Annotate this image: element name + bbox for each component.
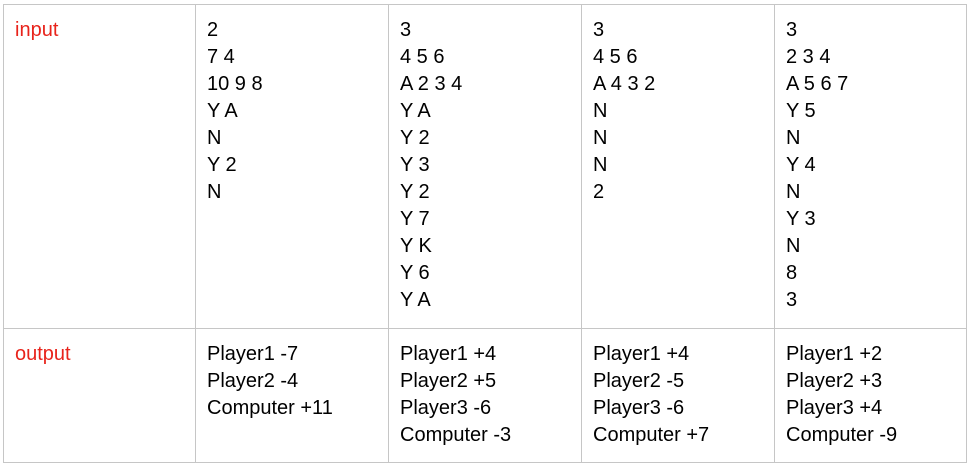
input-line: N: [786, 127, 801, 149]
output-line: Player2 +3: [786, 370, 883, 392]
input-line: A 2 3 4: [400, 73, 463, 95]
io-table: [3, 4, 967, 463]
input-line: N: [593, 100, 608, 122]
input-line: Y 3: [400, 154, 430, 176]
input-line: 3: [593, 19, 605, 41]
input-line: Y 3: [786, 208, 816, 230]
input-line: Y 7: [400, 208, 430, 230]
input-line: A 4 3 2: [593, 73, 656, 95]
input-line: Y 4: [786, 154, 816, 176]
output-line: Player3 -6: [593, 397, 685, 419]
input-line: Y 6: [400, 262, 430, 284]
input-line: Y A: [400, 100, 431, 122]
input-line: Y K: [400, 235, 432, 257]
output-line: Player3 -6: [400, 397, 492, 419]
input-line: N: [786, 235, 801, 257]
input-line: N: [786, 181, 801, 203]
output-row: [4, 329, 967, 463]
input-line: N: [207, 181, 222, 203]
output-line: Computer +11: [207, 397, 333, 419]
input-line: Y 2: [400, 127, 430, 149]
output-line: Player1 -7: [207, 343, 299, 365]
input-line: Y 2: [207, 154, 237, 176]
input-line: 4 5 6: [400, 46, 445, 68]
input-cell: [582, 5, 775, 329]
output-line: Computer -9: [786, 424, 898, 446]
input-line: A 5 6 7: [786, 73, 849, 95]
input-line: N: [593, 154, 608, 176]
output-line: Player2 -5: [593, 370, 685, 392]
output-line: Player1 +2: [786, 343, 883, 365]
input-line: 3: [786, 289, 798, 311]
input-line: 2: [207, 19, 219, 41]
output-line: Player1 +4: [400, 343, 497, 365]
input-line: 7 4: [207, 46, 235, 68]
output-line: Computer -3: [400, 424, 512, 446]
input-cell: [775, 5, 967, 329]
input-row: [4, 5, 967, 329]
output-label: output: [4, 329, 196, 463]
input-label: input: [4, 5, 196, 329]
input-line: N: [593, 127, 608, 149]
output-line: Player2 -4: [207, 370, 299, 392]
input-line: Y 2: [400, 181, 430, 203]
output-cell: [775, 329, 967, 463]
input-line: N: [207, 127, 222, 149]
input-line: 4 5 6: [593, 46, 638, 68]
input-line: Y A: [207, 100, 238, 122]
input-line: 3: [400, 19, 412, 41]
input-line: Y 5: [786, 100, 816, 122]
output-line: Player1 +4: [593, 343, 690, 365]
input-line: 10 9 8: [207, 73, 263, 95]
input-line: 3: [786, 19, 798, 41]
input-cell: [196, 5, 389, 329]
output-line: Player3 +4: [786, 397, 883, 419]
input-line: 2 3 4: [786, 46, 831, 68]
input-cell: [389, 5, 582, 329]
output-line: Computer +7: [593, 424, 710, 446]
output-cell: [196, 329, 389, 463]
output-cell: [582, 329, 775, 463]
input-line: Y A: [400, 289, 431, 311]
output-line: Player2 +5: [400, 370, 497, 392]
output-cell: [389, 329, 582, 463]
input-line: 8: [786, 262, 798, 284]
input-line: 2: [593, 181, 605, 203]
